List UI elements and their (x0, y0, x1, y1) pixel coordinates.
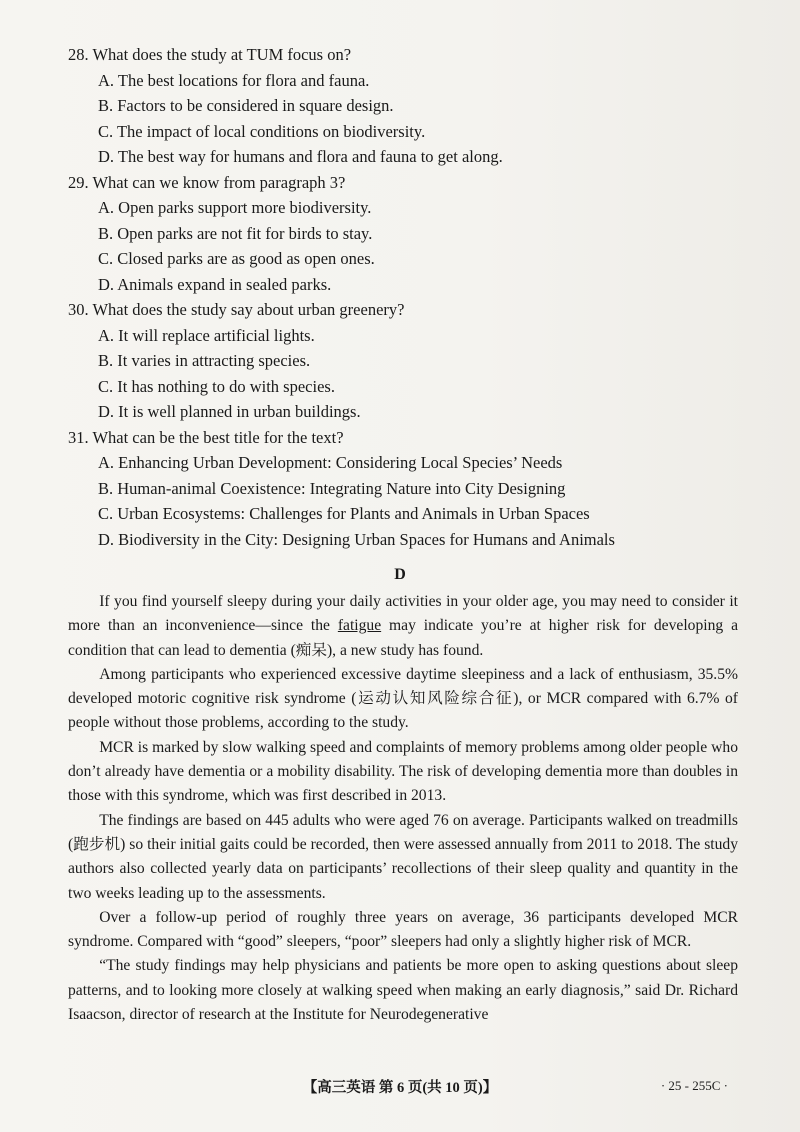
option-28-a: A. The best locations for flora and fauna. (98, 70, 370, 90)
option-31-c: C. Urban Ecosystems: Challenges for Plants and Animals in Urban Spaces (98, 504, 590, 523)
underlined-word: fatigue (337, 617, 382, 635)
question-30: 30. What does the study say about urban greenery? (68, 300, 405, 319)
option-28-b: B. Factors to be considered in square design. (98, 96, 394, 115)
section-title: D (394, 566, 406, 583)
exam-code: · 25 - 255C · (660, 1078, 728, 1093)
question-list (68, 42, 768, 552)
paragraph-4: The findings are based on 445 adults who were aged 76 on average. Participants walked on treadmills (跑步机) so their initial gaits could be recorded, then were assessed annually from 2011 to 2018. The study authors also collected yearly data on participants’ recollections of their sleep quality and quantity in the two weeks leading up to the assessments. (68, 811, 738, 902)
option-28-c: C. The impact of local conditions on biodiversity. (98, 121, 426, 141)
option-31-b: B. Human-animal Coexistence: Integrating Nature into City Designing (98, 478, 566, 498)
option-30-a: A. It will replace artificial lights. (98, 325, 315, 345)
option-29-d: D. Animals expand in sealed parks. (98, 274, 332, 294)
option-31-d: D. Biodiversity in the City: Designing Urban Spaces for Humans and Animals (98, 529, 615, 549)
option-29-b: B. Open parks are not fit for birds to stay. (98, 223, 373, 243)
page-footer (0, 1076, 800, 1100)
paragraph-3: MCR is marked by slow walking speed and complaints of memory problems among older people who don’t already have dementia or a mobility disability. The risk of developing dementia more than doubles in those with this syndrome, which was first described in 2013. (68, 738, 738, 805)
option-30-c: C. It has nothing to do with species. (98, 376, 335, 396)
question-28: 28. What does the study at TUM focus on? (68, 45, 352, 64)
paragraph-1-start: If you find yourself sleepy during your daily activities in your older age, you may need to consider it more than an inconvenience—since the (68, 593, 738, 635)
paragraph-5: Over a follow-up period of roughly three years on average, 36 participants developed MCR syndrome. Compared with “good” sleepers, “poor” sleepers had only a slightly higher risk of MCR. (68, 908, 738, 951)
question-29: 29. What can we know from paragraph 3? (68, 172, 346, 192)
paragraph-1-end: may indicate you’re at higher risk for developing a condition that can lead to dementia (痴呆), a new study has found. (68, 617, 738, 659)
option-31-a: A. Enhancing Urban Development: Considering Local Species’ Needs (98, 453, 563, 472)
option-29-a: A. Open parks support more biodiversity. (98, 198, 372, 217)
paragraph-6: “The study findings may help physicians and patients be more open to asking questions about sleep patterns, and to looking more closely at walking speed when making an early diagnosis,” said Dr. Richard Isaacson, director of research at the Institute for Neurodegenerative (68, 957, 738, 1024)
option-28-d: D. The best way for humans and flora and fauna to get along. (98, 147, 503, 166)
passage (68, 590, 738, 1027)
paragraph-1 (68, 590, 738, 663)
option-30-b: B. It varies in attracting species. (98, 351, 311, 370)
option-29-c: C. Closed parks are as good as open ones. (98, 249, 375, 268)
paragraph-2: Among participants who experienced excessive daytime sleepiness and a lack of enthusiasm, 35.5% developed motoric cognitive risk syndrome (运动认知风险综合征), or MCR compared with 6.7% of people without those problems, according to the study. (68, 665, 738, 732)
page-number: 【高三英语 第 6 页(共 10 页)】 (302, 1080, 498, 1096)
question-31: 31. What can be the best title for the text? (68, 427, 344, 447)
option-30-d: D. It is well planned in urban buildings. (98, 402, 361, 421)
